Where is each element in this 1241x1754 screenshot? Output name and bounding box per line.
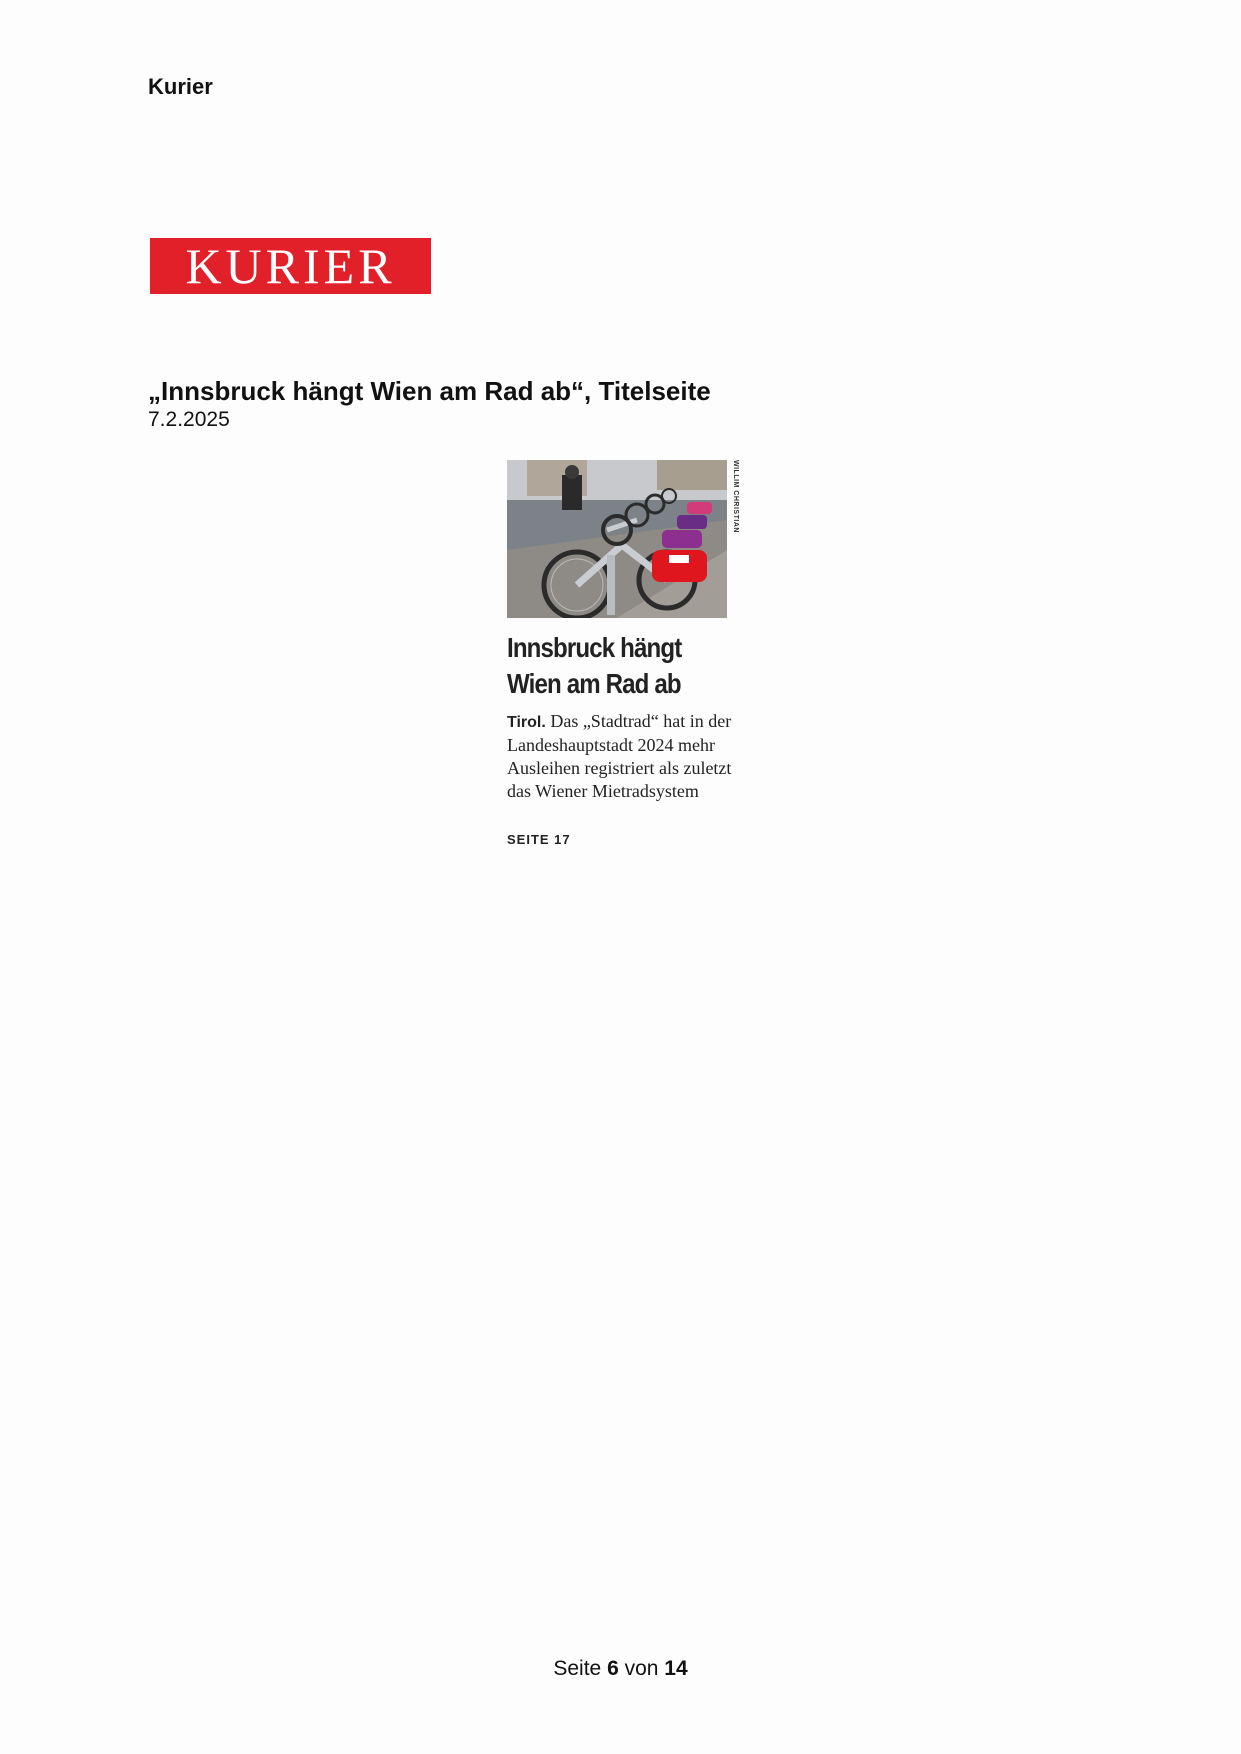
clipping-body <box>507 710 741 803</box>
photo-credit: WILLIM CHRISTIAN <box>732 460 739 533</box>
footer-prefix: Seite <box>553 1657 602 1680</box>
kurier-logo: KURIER <box>150 238 431 294</box>
clipping-headline <box>507 630 708 702</box>
footer-middle: von <box>624 1657 659 1680</box>
clipping-body-text: Das „Stadtrad“ hat in der Landeshauptstadt 2024 mehr Ausleihen registriert als zuletzt das Wiener Mietradsystem <box>507 711 732 801</box>
newspaper-clipping <box>507 460 741 852</box>
article-date: 7.2.2025 <box>148 408 230 431</box>
clipping-page-ref: SEITE 17 <box>507 832 571 847</box>
header-source: Kurier <box>148 74 213 99</box>
clipping-headline-line-2: Wien am Rad ab <box>507 668 681 699</box>
footer-current-page: 6 <box>607 1657 619 1680</box>
clipping-headline-line-1: Innsbruck hängt <box>507 632 682 663</box>
page-footer <box>0 1657 1241 1681</box>
footer-total-pages: 14 <box>664 1657 688 1680</box>
article-title: „Innsbruck hängt Wien am Rad ab“, Titelseite <box>148 376 711 406</box>
clipping-lead: Tirol. <box>507 714 546 731</box>
bike-sharing-photo <box>507 460 727 618</box>
